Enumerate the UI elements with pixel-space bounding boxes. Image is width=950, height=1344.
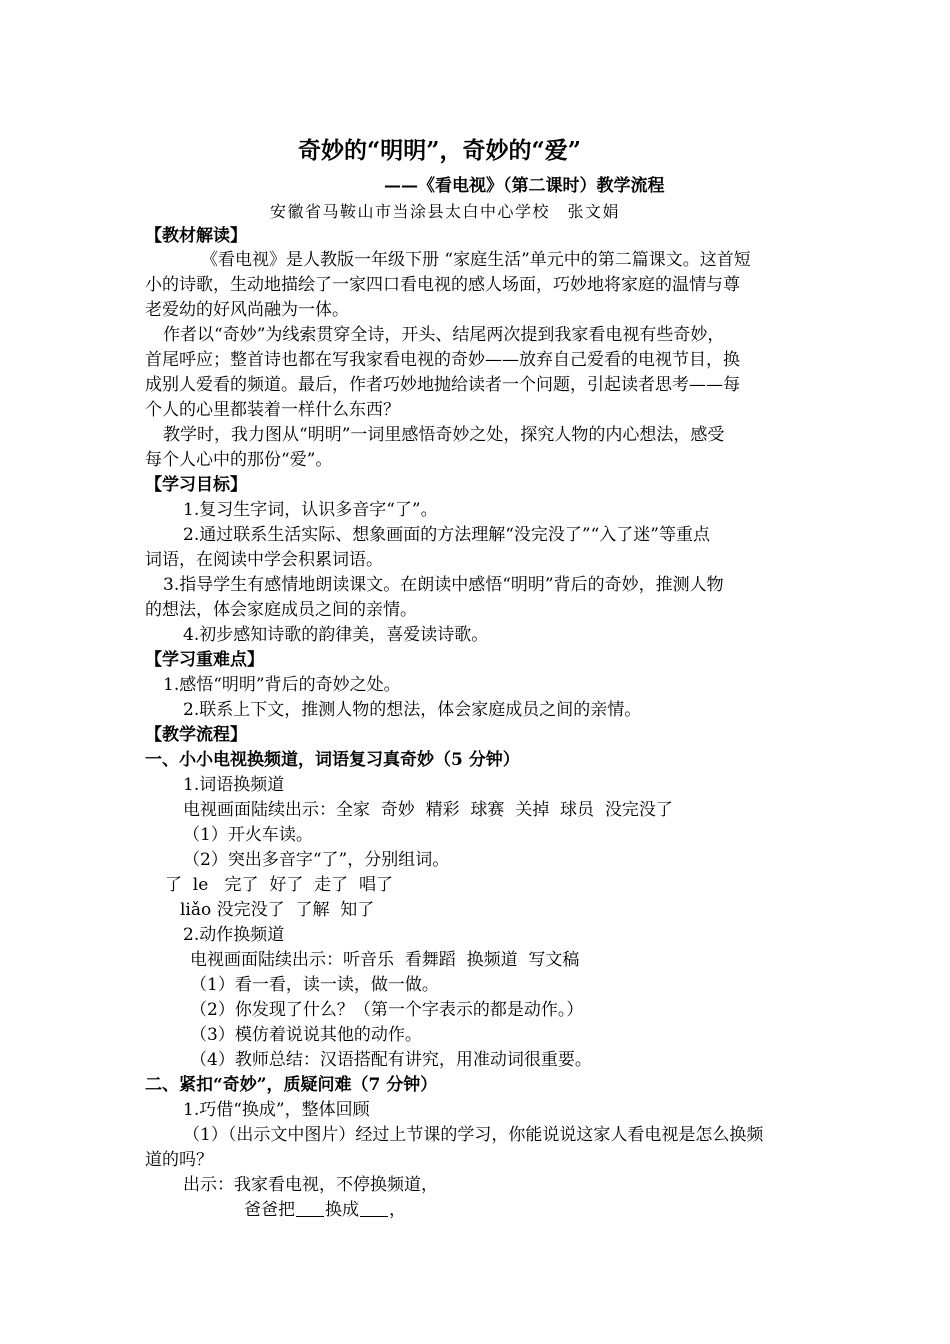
paragraph-line: 1.感悟“明明”背后的奇妙之处。 [163, 675, 401, 695]
part-heading: 二、紧扣“奇妙”，质疑问难（7 分钟） [145, 1075, 438, 1095]
blank-suffix: ， [389, 1200, 406, 1220]
paragraph-line: （1）（出示文中图片）经过上节课的学习，你能说说这家人看电视是怎么换频 [183, 1125, 764, 1145]
blank-prefix: 爸爸把 [244, 1200, 295, 1220]
doc-author: 安徽省马鞍山市当涂县太白中心学校 张文娟 [270, 202, 621, 221]
paragraph-line: 了 le 完了 好了 走了 唱了 [165, 875, 393, 895]
paragraph-line: 2.通过联系生活实际、想象画面的方法理解“没完没了”“入了迷”等重点 [183, 525, 710, 545]
paragraph-line: 1.复习生字词，认识多音字“了”。 [183, 500, 438, 520]
paragraph-line: 小的诗歌，生动地描绘了一家四口看电视的感人场面，巧妙地将家庭的温情与尊 [145, 275, 740, 295]
paragraph-line: 每个人心中的那份“爱”。 [145, 450, 333, 470]
paragraph-line: 1.巧借“换成”，整体回顾 [183, 1100, 370, 1120]
doc-title: 奇妙的“明明”，奇妙的“爱” [298, 137, 581, 164]
blank-slot [360, 1200, 388, 1217]
paragraph-line: （1）开火车读。 [183, 825, 313, 845]
blank-middle: 换成 [325, 1200, 359, 1220]
doc-subtitle: ——《看电视》（第二课时）教学流程 [384, 176, 665, 196]
fill-blank-line [244, 1198, 406, 1222]
paragraph-line: 老爱幼的好风尚融为一体。 [145, 300, 349, 320]
section-heading: 【学习目标】 [145, 475, 247, 495]
paragraph-line: 的想法，体会家庭成员之间的亲情。 [145, 600, 417, 620]
paragraph-line: 道的吗？ [145, 1150, 213, 1170]
paragraph-line: 教学时，我力图从“明明”一词里感悟奇妙之处，探究人物的内心想法，感受 [163, 425, 725, 445]
paragraph-line: 电视画面陆续出示：全家 奇妙 精彩 球赛 关掉 球员 没完没了 [183, 800, 673, 820]
paragraph-line: （2）你发现了什么？（第一个字表示的都是动作。） [190, 1000, 584, 1020]
paragraph-line: 词语，在阅读中学会积累词语。 [145, 550, 383, 570]
paragraph-line: 成别人爱看的频道。最后，作者巧妙地抛给读者一个问题，引起读者思考——每 [145, 375, 740, 395]
paragraph-line: 首尾呼应；整首诗也都在写我家看电视的奇妙——放弃自己爱看的电视节目，换 [145, 350, 740, 370]
paragraph-line: （2）突出多音字“了”，分别组词。 [183, 850, 450, 870]
paragraph-line: 1.词语换频道 [183, 775, 285, 795]
paragraph-line: liǎo 没完没了 了解 知了 [180, 900, 375, 920]
paragraph-line: 个人的心里都装着一样什么东西？ [145, 400, 400, 420]
paragraph-line: 电视画面陆续出示：听音乐 看舞蹈 换频道 写文稿 [190, 950, 580, 970]
paragraph-line: （4）教师总结：汉语搭配有讲究，用准动词很重要。 [190, 1050, 592, 1070]
paragraph-line: 2.联系上下文，推测人物的想法，体会家庭成员之间的亲情。 [183, 700, 642, 720]
section-heading: 【学习重难点】 [145, 650, 264, 670]
paragraph-line: （3）模仿着说说其他的动作。 [190, 1025, 422, 1045]
paragraph-line: 3.指导学生有感情地朗读课文。在朗读中感悟“明明”背后的奇妙，推测人物 [163, 575, 724, 595]
blank-slot [296, 1200, 324, 1217]
part-heading: 一、小小电视换频道，词语复习真奇妙（5 分钟） [145, 750, 520, 770]
section-heading: 【教材解读】 [145, 226, 247, 246]
paragraph-line: 《看电视》是人教版一年级下册 “家庭生活”单元中的第二篇课文。这首短 [201, 250, 751, 270]
paragraph-line: 作者以“奇妙”为线索贯穿全诗，开头、结尾两次提到我家看电视有些奇妙， [163, 325, 725, 345]
paragraph-line: 2.动作换频道 [183, 925, 285, 945]
paragraph-line: （1）看一看，读一读，做一做。 [190, 975, 439, 995]
section-heading: 【教学流程】 [145, 725, 247, 745]
paragraph-line: 出示：我家看电视，不停换频道， [183, 1175, 438, 1195]
paragraph-line: 4.初步感知诗歌的韵律美，喜爱读诗歌。 [183, 625, 489, 645]
